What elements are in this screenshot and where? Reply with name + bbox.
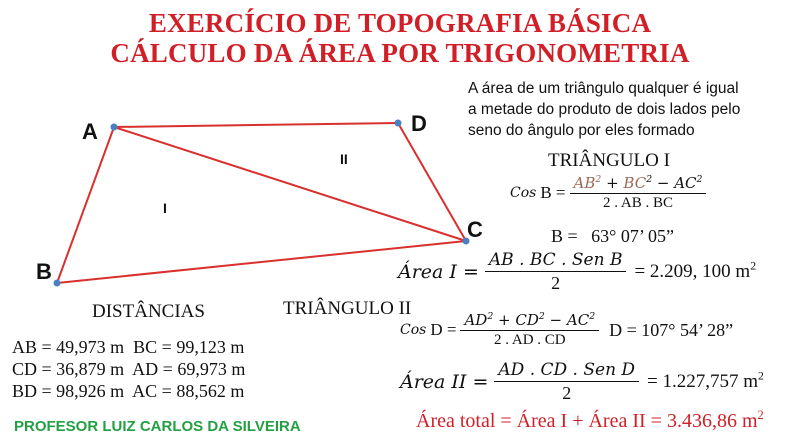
operator: +	[601, 174, 624, 192]
unit-exponent: 2	[750, 259, 757, 273]
cos-b-fraction	[570, 174, 707, 212]
total-area-text: Área total = Área I + Área II = 3.436,86 m	[416, 410, 758, 432]
cos-b-numerator	[570, 174, 707, 194]
area-ii-numerator: AD . CD . Sen D	[494, 360, 639, 382]
cos-d-numerator	[460, 311, 599, 331]
area-i-equation	[398, 250, 756, 294]
area-ii-equation	[400, 360, 764, 404]
exponent: 2	[589, 310, 596, 322]
exponent: 2	[696, 173, 703, 185]
area-ii-fraction	[494, 360, 639, 404]
vertex-label-a: A	[82, 119, 98, 144]
operator: −	[652, 174, 675, 192]
cos-variable: D =	[430, 320, 457, 339]
angle-b-result: B = 63° 07’ 05”	[551, 226, 675, 246]
exponent: 2	[538, 310, 545, 322]
cos-variable: B =	[540, 183, 566, 202]
angle-d-result: D = 107° 54’ 28”	[609, 319, 734, 340]
diagonal-ac	[114, 127, 466, 241]
area-i-label: Área I =	[398, 261, 479, 283]
area-ii-value	[647, 371, 764, 393]
distances-table	[12, 336, 245, 402]
vertex-a	[111, 124, 118, 131]
vertex-b	[54, 280, 61, 287]
intro-line: seno do ângulo por eles formado	[468, 122, 695, 139]
area-i-value	[634, 261, 756, 283]
region-label-ii: II	[340, 151, 348, 167]
author-credit: PROFESOR LUIZ CARLOS DA SILVEIRA	[14, 418, 301, 435]
triangle-1-heading: TRIÂNGULO I	[548, 150, 670, 171]
vertex-label-c: C	[467, 217, 483, 242]
operator: −	[544, 311, 567, 329]
area-i-fraction	[485, 250, 627, 294]
cos-label: Cos	[400, 322, 427, 338]
cos-d-equation	[400, 311, 733, 349]
unit-exponent: 2	[757, 407, 764, 422]
distance-row: BD = 98,926 m AC = 88,562 m	[12, 381, 245, 401]
area-i-number: = 2.209, 100 m	[634, 261, 751, 282]
cos-label: Cos	[510, 185, 537, 201]
region-label-i: I	[163, 200, 167, 216]
term: AD	[464, 311, 488, 329]
operator: +	[493, 311, 516, 329]
area-ii-denominator: 2	[562, 383, 572, 403]
title-line-2: CÁLCULO DA ÁREA POR TRIGONOMETRIA	[110, 38, 690, 68]
exponent: 2	[646, 173, 653, 185]
vertex-label-b: B	[36, 259, 52, 284]
distance-row: AB = 49,973 m BC = 99,123 m	[12, 337, 245, 357]
term: CD	[515, 311, 539, 329]
distances-heading: DISTÂNCIAS	[92, 301, 205, 322]
cos-d-fraction	[460, 311, 599, 349]
intro-line: A área de um triângulo qualquer é igual	[468, 80, 739, 97]
exponent: 2	[487, 310, 494, 322]
triangle-2-heading: TRIÂNGULO II	[283, 298, 412, 319]
vertex-d	[395, 120, 402, 127]
cos-d-denominator: 2 . AD . CD	[493, 332, 566, 348]
distance-row: CD = 36,879 m AD = 69,973 m	[12, 359, 246, 379]
unit-exponent: 2	[758, 369, 764, 383]
term: AB	[573, 174, 596, 192]
title-line-1: EXERCÍCIO DE TOPOGRAFIA BÁSICA	[148, 8, 652, 38]
cos-b-equation	[510, 174, 706, 212]
area-ii-number: = 1.227,757 m	[647, 371, 759, 392]
term: BC	[623, 174, 647, 192]
area-i-denominator: 2	[551, 273, 561, 293]
term: AC	[674, 174, 697, 192]
cos-b-denominator: 2 . AB . BC	[602, 195, 673, 211]
exponent: 2	[595, 173, 602, 185]
edge-ad	[114, 123, 398, 127]
intro-line: a metade do produto de dois lados pelo	[468, 101, 741, 118]
edge-ba	[57, 127, 114, 283]
area-ii-label: Área II =	[400, 371, 489, 393]
total-area	[416, 407, 764, 433]
area-i-numerator: AB . BC . Sen B	[485, 250, 627, 272]
vertex-label-d: D	[411, 111, 427, 136]
term: AC	[566, 311, 590, 329]
